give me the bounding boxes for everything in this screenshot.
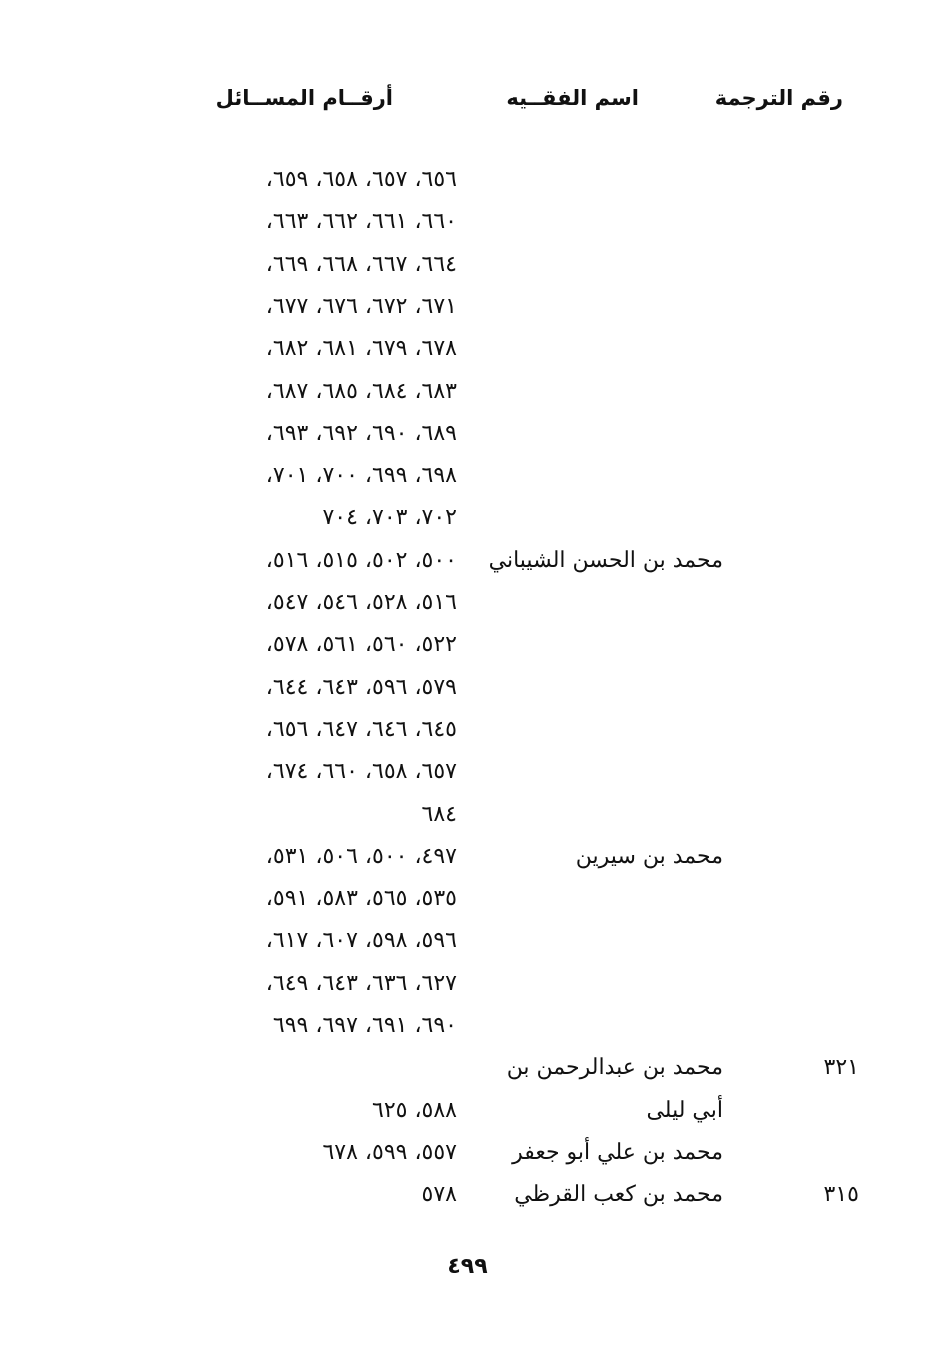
issue-numbers: ٥٢٢، ٥٦٠، ٥٦١، ٥٧٨، — [265, 632, 457, 658]
jurist-name: محمد بن الحسن الشيباني — [488, 547, 723, 573]
issue-numbers: ٥٧٨ — [421, 1182, 457, 1208]
table-row — [0, 541, 935, 581]
issue-numbers: ٦٧٨، ٦٧٩، ٦٨١، ٦٨٢، — [265, 336, 457, 362]
issue-numbers: ٥٩٦، ٥٩٨، ٦٠٧، ٦١٧، — [265, 928, 457, 954]
issue-numbers: ٦٨٣، ٦٨٤، ٦٨٥، ٦٨٧، — [265, 378, 457, 404]
jurist-name: محمد بن كعب القرظي — [514, 1182, 723, 1208]
issue-numbers: ٥٥٧، ٥٩٩، ٦٧٨ — [322, 1139, 457, 1165]
issue-numbers: ٦٧١، ٦٧٢، ٦٧٦، ٦٧٧، — [265, 293, 457, 319]
issue-numbers: ٦٥٦، ٦٥٧، ٦٥٨، ٦٥٩، — [265, 167, 457, 192]
issue-numbers: ٥١٦، ٥٢٨، ٥٤٦، ٥٤٧، — [265, 590, 457, 615]
issue-numbers: ٦٦٠، ٦٦١، ٦٦٢، ٦٦٣، — [265, 209, 457, 235]
table-row — [0, 372, 935, 412]
table-row — [0, 795, 935, 835]
translation-number: ٣٢١ — [823, 1055, 859, 1081]
table-row — [0, 1133, 935, 1173]
table-row — [0, 329, 935, 369]
table-row — [0, 837, 935, 877]
table-row — [0, 1175, 935, 1215]
issue-numbers: ٦٥٧، ٦٥٨، ٦٦٠، ٦٧٤، — [265, 759, 457, 785]
table-row — [0, 879, 935, 919]
issue-numbers: ٥٣٥، ٥٦٥، ٥٨٣، ٥٩١، — [265, 886, 457, 912]
table-row — [0, 921, 935, 961]
issue-numbers: ٦٩٠، ٦٩١، ٦٩٧، ٦٩٩ — [272, 1013, 457, 1038]
issue-numbers: ٤٩٧، ٥٠٠، ٥٠٦، ٥٣١، — [265, 843, 457, 869]
header-issue-numbers: أرقــام المســائل — [215, 86, 393, 110]
issue-numbers: ٥٠٠، ٥٠٢، ٥١٥، ٥١٦، — [265, 547, 457, 573]
table-row — [0, 202, 935, 242]
jurist-name: محمد بن عبدالرحمن بن — [506, 1055, 723, 1081]
header-translation-number: رقم الترجمة — [714, 86, 843, 110]
jurist-name: أبي ليلى — [646, 1097, 723, 1123]
issue-numbers: ٦٢٧، ٦٣٦، ٦٤٣، ٦٤٩، — [265, 970, 457, 996]
table-row — [0, 498, 935, 538]
issue-numbers: ٦٤٥، ٦٤٦، ٦٤٧، ٦٥٦، — [265, 716, 457, 742]
table-row — [0, 752, 935, 792]
issue-numbers: ٦٨٤ — [421, 801, 457, 827]
jurist-name: محمد بن علي أبو جعفر — [512, 1139, 723, 1165]
table-row — [0, 1006, 935, 1046]
header-jurist-name: اسم الفقــيه — [506, 86, 639, 110]
table-row — [0, 583, 935, 623]
table-row — [0, 456, 935, 496]
table-row — [0, 414, 935, 454]
table-row — [0, 1048, 935, 1088]
table-row — [0, 287, 935, 327]
issue-numbers: ٦٦٤، ٦٦٧، ٦٦٨، ٦٦٩، — [265, 251, 457, 277]
translation-number: ٣١٥ — [823, 1182, 859, 1208]
table-row — [0, 160, 935, 200]
issue-numbers: ٦٩٨، ٦٩٩، ٧٠٠، ٧٠١، — [265, 463, 457, 489]
table-row — [0, 964, 935, 1004]
issue-numbers: ٥٧٩، ٥٩٦، ٦٤٣، ٦٤٤، — [265, 674, 457, 700]
issue-numbers: ٥٨٨، ٦٢٥ — [372, 1097, 457, 1123]
table-row — [0, 625, 935, 665]
issue-numbers: ٦٨٩، ٦٩٠، ٦٩٢، ٦٩٣، — [265, 420, 457, 446]
table-row — [0, 710, 935, 750]
jurist-name: محمد بن سيرين — [575, 843, 723, 869]
table-row — [0, 668, 935, 708]
issue-numbers: ٧٠٢، ٧٠٣، ٧٠٤ — [322, 505, 457, 531]
page-number: ٤٩٩ — [447, 1254, 488, 1279]
table-row — [0, 245, 935, 285]
table-row — [0, 1091, 935, 1131]
